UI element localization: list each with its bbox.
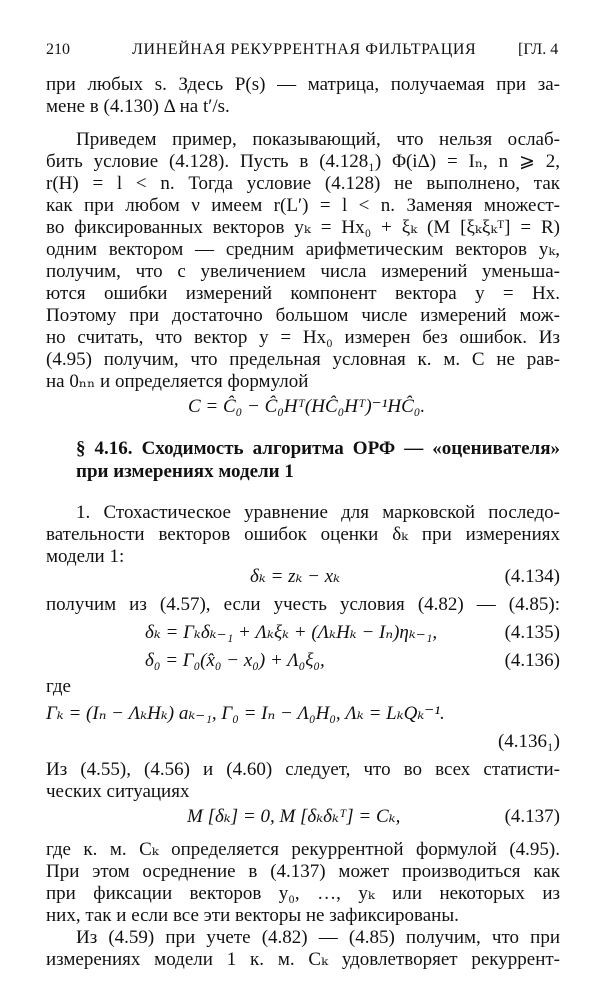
section-heading-cont: при измерениях модели 1 [76,461,294,482]
text-line: при любых s. Здесь P(s) — матрица, получаемая при за- [46,74,560,95]
page-number: 210 [46,41,70,58]
text-line: бить условие (4.128). Пусть в (4.128₁) Φ(iΔ) = Iₙ, n ⩾ 2, [46,151,560,172]
text-line: 1. Стохастическое уравнение для марковской последо- [76,502,560,523]
equation-number: (4.136) [504,650,560,671]
text-line: Из (4.59) при учете (4.82) — (4.85) получим, что при [76,927,560,948]
chapter-marker: [ГЛ. 4 [518,41,559,58]
equation: Γₖ = (Iₙ − ΛₖHₖ) aₖ₋₁, Γ₀ = Iₙ − Λ₀H₀, Λₖ = LₖQₖ⁻¹. [46,703,445,724]
text-line: Поэтому при достаточно большом числе измерений мож- [46,305,560,326]
equation-number: (4.137) [504,806,560,827]
text-line: но считать, что вектор y = Hx₀ измерен без ошибок. Из [46,327,560,348]
text-line: получим, что с увеличением числа измерений уменьша- [46,261,560,282]
equation: δₖ = zₖ − xₖ [250,566,341,587]
equation-number: (4.136₁) [497,731,560,752]
text-line: При этом осреднение в (4.137) может производиться как [46,861,560,882]
section-heading: § 4.16. Сходимость алгоритма ОРФ — «оценивателя» [76,438,560,459]
text-line: Из (4.55), (4.56) и (4.60) следует, что во всех статисти- [46,759,560,780]
text-line: как при любом ν имеем r(L′) = l < n. Заменяя множест- [46,195,560,216]
text-line: (4.95) получим, что предельная условная к. м. C не рав- [46,349,560,370]
text-line: них, так и если все эти векторы не зафиксированы. [46,905,459,926]
text-line: ются ошибки измерений компонент вектора y = Hx. [46,283,560,304]
text-line: где [46,676,71,697]
equation: M [δₖ] = 0, M [δₖδₖᵀ] = Cₖ, [187,806,401,827]
text-line: во фиксированных векторов yₖ = Hx₀ + ξₖ (M [ξₖξₖᵀ] = R) [46,217,560,238]
text-line: получим из (4.57), если учесть условия (4.82) — (4.85): [46,594,560,615]
text-line: r(H) = l < n. Тогда условие (4.128) не выполнено, так [46,173,560,194]
equation-number: (4.134) [504,566,560,587]
text-line: где к. м. Cₖ определяется рекуррентной формулой (4.95). [46,839,560,860]
text-line: измерениях модели 1 к. м. Cₖ удовлетворяет рекуррент- [46,949,560,970]
equation: δ₀ = Γ₀(x̂₀ − x₀) + Λ₀ξ₀, [145,650,325,671]
text-line: Приведем пример, показывающий, что нельзя ослаб- [76,129,560,150]
equation: δₖ = Γₖδₖ₋₁ + Λₖξₖ + (ΛₖHₖ − Iₙ)ηₖ₋₁, [145,622,438,643]
equation-number: (4.135) [504,622,560,643]
text-line: мене в (4.130) Δ на t′/s. [46,96,230,117]
text-line: на 0ₙₙ и определяется формулой [46,371,309,392]
text-line: одним вектором — средним арифметическим векторов yₖ, [46,239,560,260]
text-line: модели 1: [46,546,125,567]
formula-limit-covariance: C = Ĉ₀ − Ĉ₀Hᵀ(HĈ₀Hᵀ)⁻¹HĈ₀. [188,396,426,417]
text-line: вательности векторов ошибок оценки δₖ при измерениях [46,524,560,545]
text-line: ческих ситуациях [46,781,190,802]
text-line: при фиксации векторов y₀, …, yₖ или некоторых из [46,883,560,904]
running-title: ЛИНЕЙНАЯ РЕКУРРЕНТНАЯ ФИЛЬТРАЦИЯ [132,41,477,58]
